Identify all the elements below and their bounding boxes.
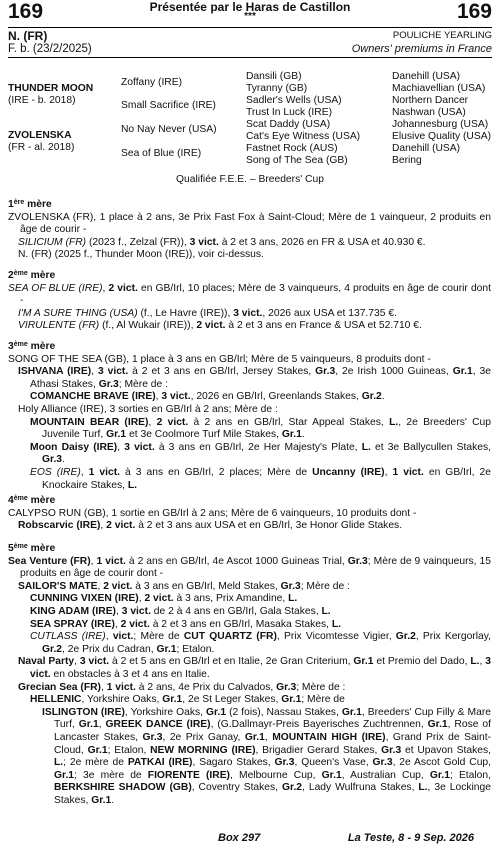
consignor-stars: ***	[244, 11, 256, 22]
dam-paragraph: SEA OF BLUE (IRE), 2 vict. en GB/Irl, 10 places; Mère de 3 vainqueurs, 4 produits en âge de courir dont -	[8, 282, 491, 307]
pedigree-gen3: Trust In Luck (IRE)	[246, 107, 333, 118]
horse-name: N. (FR)	[8, 29, 48, 43]
dam-paragraph: ZVOLENSKA (FR), 1 place à 2 ans, 3e Prix Fast Fox à Saint-Cloud; Mère de 1 vainqueur, 2 produits en âge de courir -	[8, 211, 491, 236]
pedigree-gen3: Sadler's Wells (USA)	[246, 95, 342, 106]
section-heading: 2ème mère	[8, 270, 56, 281]
sire-info: (IRE - b. 2018)	[8, 95, 76, 106]
pedigree-gen4: Nashwan (USA)	[392, 107, 466, 118]
sire-name: THUNDER MOON	[8, 83, 94, 94]
pedigree-gen3: Dansili (GB)	[246, 71, 302, 82]
lot-number-right: 169	[456, 0, 492, 23]
box-number: Box 297	[218, 832, 261, 844]
produce-line: KING ADAM (IRE), 3 vict. de 2 à 4 ans en GB/Irl, Gala Stakes, L.	[30, 605, 331, 617]
fourth-dam-section	[8, 495, 491, 533]
first-dam-section	[8, 199, 491, 262]
produce-line: VIRULENTE (FR) (f., Al Wukair (IRE)), 2 vict. à 2 et 3 ans en France & USA et 52.710 €.	[18, 320, 422, 332]
sale-location: La Teste, 8 - 9 Sep. 2026	[347, 832, 474, 844]
pedigree-gen4: Machiavellian (USA)	[392, 83, 486, 94]
horse-birth: F. b. (23/2/2025)	[8, 43, 92, 55]
pedigree-gen3: Fastnet Rock (AUS)	[246, 143, 338, 154]
pedigree-top-rule	[8, 57, 492, 58]
produce-line: I'M A SURE THING (USA) (f., Le Havre (IRE)), 3 vict., 2026 aux USA et 137.735 €.	[18, 307, 397, 319]
produce-line: Robscarvic (IRE), 2 vict. à 2 et 3 ans aux USA et en GB/Irl, 3e Honor Glide Stakes.	[18, 520, 403, 532]
lot-number: 169	[8, 0, 44, 23]
produce-line: SILICIUM (FR) (2023 f., Zelzal (FR)), 3 vict. à 2 et 3 ans, 2026 en FR & USA et 40.930 €.	[18, 236, 426, 248]
pedigree-gen3: Scat Daddy (USA)	[246, 119, 331, 130]
section-heading: 1ère mère	[8, 199, 52, 210]
produce-line: Holy Alliance (IRE), 3 sorties en GB/Irl à 2 ans; Mère de :	[18, 403, 278, 415]
pedigree-gen4: Bering	[392, 155, 422, 166]
horse-category: POULICHE YEARLING	[392, 30, 492, 41]
birth-row	[8, 43, 492, 55]
produce-line: SEA SPRAY (IRE), 2 vict. à 2 et 3 ans en GB/Irl, Masaka Stakes, L.	[30, 618, 341, 630]
produce-line: Moon Daisy (IRE), 3 vict. à 3 ans en GB/Irl, 2e Her Majesty's Plate, L. et 3e Ballycullen Stakes, Gr.3.	[30, 441, 491, 466]
fifth-dam-section	[8, 543, 491, 807]
pedigree-gen4: Danehill (USA)	[392, 143, 461, 154]
pedigree-gen3: Song of The Sea (GB)	[246, 155, 348, 166]
produce-line: N. (FR) (2025 f., Thunder Moon (IRE)), voir ci-dessus.	[18, 249, 264, 261]
produce-line: ISHVANA (IRE), 3 vict. à 2 et 3 ans en GB/Irl, Jersey Stakes, Gr.3, 2e Irish 1000 Guineas, Gr.1, 3e Athasi Stakes, Gr.3; Mère de :	[18, 366, 491, 390]
produce-line: MOUNTAIN BEAR (IRE), 2 vict. à 2 ans en GB/Irl, Star Appeal Stakes, L., 2e Breeders' Cup Juvenile Turf, Gr.1 et 3e Coolmore Turf Mile Stakes, Gr.1.	[30, 416, 491, 441]
produce-line: COMANCHE BRAVE (IRE), 3 vict., 2026 en GB/Irl, Greenlands Stakes, Gr.2.	[30, 391, 385, 403]
produce-line: CUNNING VIXEN (IRE), 2 vict. à 3 ans, Prix Amandine, L.	[30, 593, 298, 605]
owners-premiums: Owners' premiums in France	[351, 43, 492, 55]
produce-line: ISLINGTON (IRE), Yorkshire Oaks, Gr.1 (2 fois), Nassau Stakes, Gr.1, Breeders' Cup Filly & Mare Turf, Gr.1, GREEK DANCE (IRE), (G.Dallmayr-Preis Bayerisches Zuchtrennen, Gr.1, Rose of Lancaster Stakes, Gr.3, 2e Prix Ganay, Gr.1, MOUNTAIN HIGH (IRE), Grand Prix de Saint-Cloud, Gr.1; Etalon, NEW MORNING (IRE), Brigadier Gerard Stakes, Gr.3 et Upavon Stakes, L.; 2e mère de PATKAI (IRE), Sagaro Stakes, Gr.3, Queen's Vase, Gr.3, 2e Ascot Gold Cup, Gr.1; 3e mère de FIORENTE (IRE), Melbourne Cup, Gr.1, Australian Cup, Gr.1; Etalon, BERKSHIRE SHADOW (GB), Coventry Stakes, Gr.2, Lady Wulfruna Stakes, L., 3e Lockinge Stakes, Gr.1.	[42, 706, 492, 806]
pedigree-gen2: No Nay Never (USA)	[121, 124, 217, 135]
name-row	[8, 30, 492, 42]
pedigree-gen4: Danehill (USA)	[392, 71, 461, 82]
qualification-line: Qualifiée F.E.E. – Breeders' Cup	[176, 174, 324, 185]
consignor-title: Présentée par le Haras de Castillon	[149, 0, 351, 14]
produce-line: Naval Party, 3 vict. à 2 et 5 ans en GB/Irl et en Italie, 2e Gran Criterium, Gr.1 et Premio del Dado, L., 3 vict. en obstacles à 3 et 4 ans en Italie.	[18, 656, 491, 680]
dam-paragraph: SONG OF THE SEA (GB), 1 place à 3 ans en GB/Irl; Mère de 5 vainqueurs, 8 produits dont -	[8, 353, 431, 365]
top-rule	[8, 27, 492, 28]
pedigree-gen3: Cat's Eye Witness (USA)	[246, 131, 361, 142]
second-dam-section	[8, 270, 491, 333]
pedigree-gen2: Zoffany (IRE)	[121, 77, 183, 88]
dam-paragraph: CALYPSO RUN (GB), 1 sortie en GB/Irl à 2 ans; Mère de 6 vainqueurs, 10 produits dont -	[8, 507, 417, 519]
pedigree-gen2: Small Sacrifice (IRE)	[121, 100, 216, 111]
pedigree-gen4: Johannesburg (USA)	[392, 119, 489, 130]
section-heading: 3ème mère	[8, 341, 56, 352]
section-heading: 4ème mère	[8, 495, 56, 506]
dam-paragraph: Sea Venture (FR), 1 vict. à 2 ans en GB/Irl, 4e Ascot 1000 Guineas Trial, Gr.3; Mère de 9 vainqueurs, 15 produits en âge de courir dont -	[8, 555, 491, 580]
pedigree-gen3: Tyranny (GB)	[246, 83, 308, 94]
produce-line: CUTLASS (IRE), vict.; Mère de CUT QUARTZ (FR), Prix Vicomtesse Vigier, Gr.2, Prix Kergorlay, Gr.2, 2e Prix du Cadran, Gr.1; Etalon.	[30, 631, 491, 655]
dam-info: (FR - al. 2018)	[8, 142, 75, 153]
produce-line: SAILOR'S MATE, 2 vict. à 3 ans en GB/Irl, Meld Stakes, Gr.3; Mère de :	[18, 580, 350, 592]
pedigree-gen4: Elusive Quality (USA)	[392, 131, 491, 142]
pedigree-gen4: Northern Dancer	[392, 95, 469, 106]
produce-line: Grecian Sea (FR), 1 vict. à 2 ans, 4e Prix du Calvados, Gr.3; Mère de :	[18, 681, 346, 693]
dam-name: ZVOLENSKA	[8, 130, 72, 141]
produce-line: EOS (IRE), 1 vict. à 3 ans en GB/Irl, 2 places; Mère de Uncanny (IRE), 1 vict. en GB/Irl, 2e Knockaire Stakes, L.	[30, 466, 491, 491]
section-heading: 5ème mère	[8, 543, 56, 554]
pedigree-gen2: Sea of Blue (IRE)	[121, 148, 202, 159]
produce-line: HELLENIC, Yorkshire Oaks, Gr.1, 2e St Leger Stakes, Gr.1; Mère de	[30, 694, 345, 706]
third-dam-section	[8, 341, 491, 492]
